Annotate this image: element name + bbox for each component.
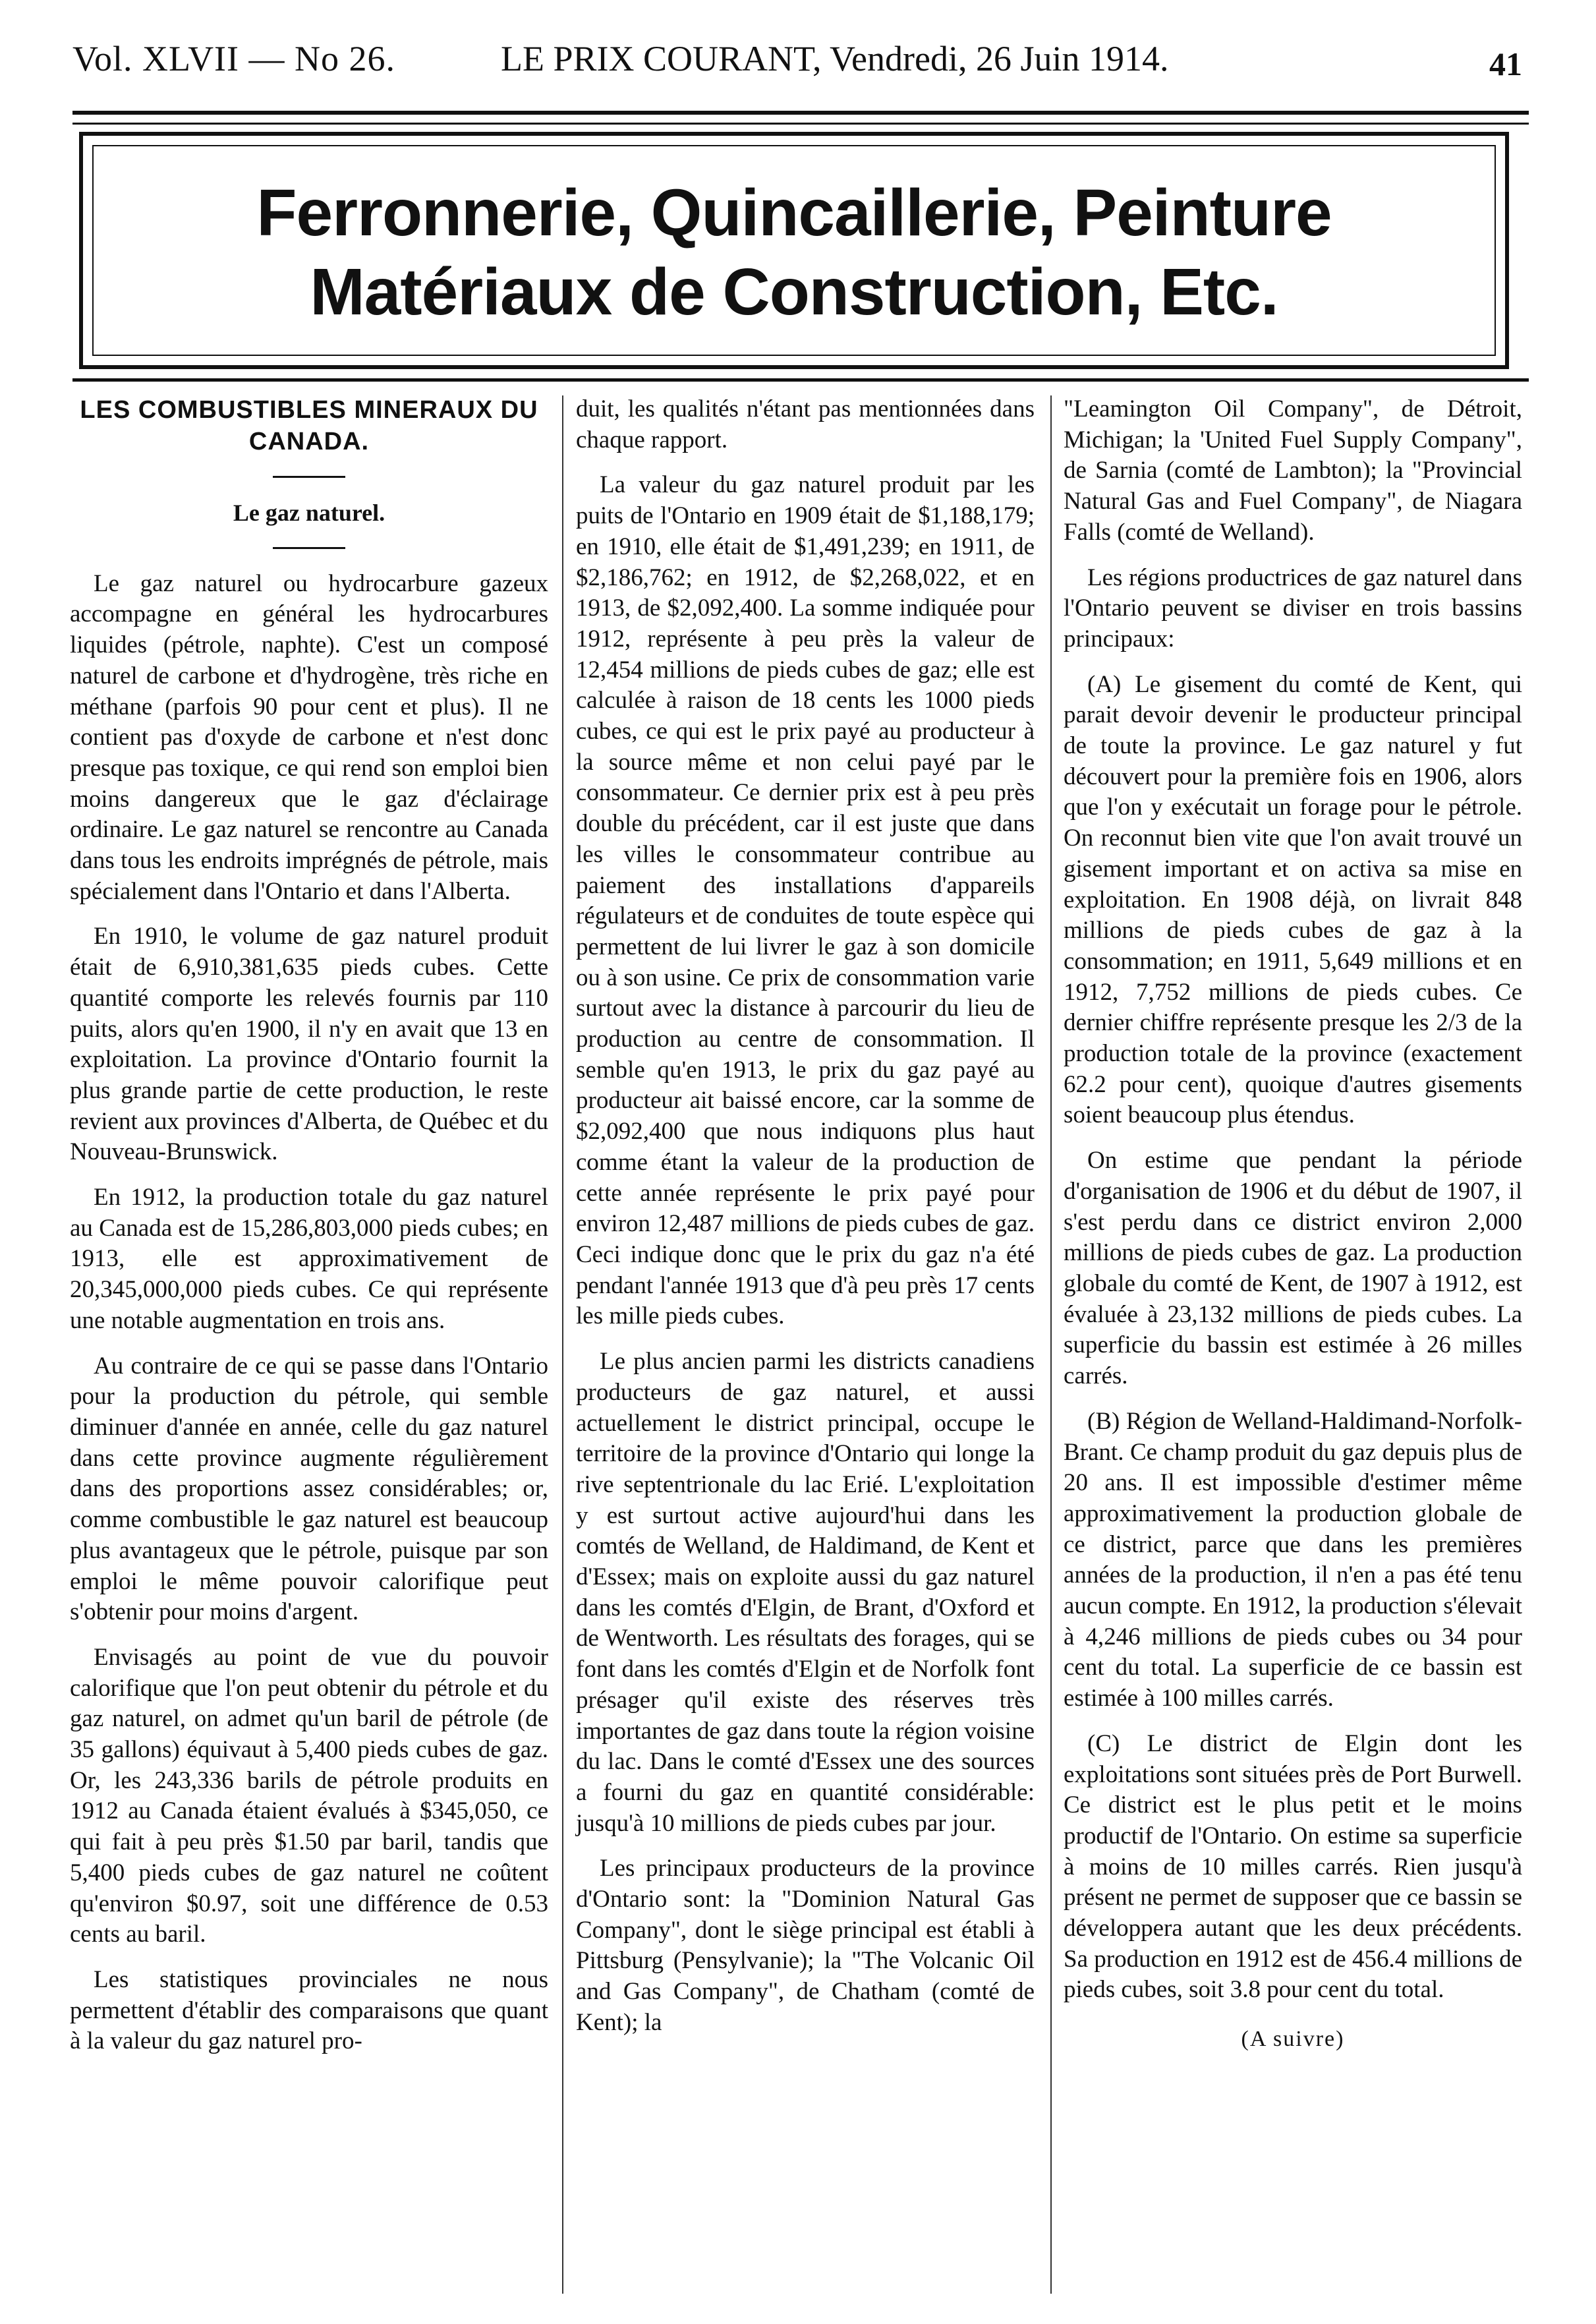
- heading-rule: [273, 476, 345, 478]
- paragraph: Les principaux producteurs de la province d'Ontario sont: la "Dominion Natural Gas Company", dont le siège principal est établi à Pittsburg (Pensylvanie); la "The Volcanic Oil and Gas Company", de Chatham (comté de Kent); la: [576, 1855, 1035, 2036]
- running-head: [72, 32, 1522, 98]
- paragraph: Au contraire de ce qui se passe dans l'Ontario pour la production du pétrole, qui semble diminuer d'année en année, celle du gaz naturel dans cette province augmente régulièrement dans des proportions assez considérables; or, comme combustible le gaz naturel est beaucoup plus avantageux que le pétrole, puisque par son emploi le même pouvoir calorifique peut s'obtenir pour moins d'argent.: [70, 1352, 548, 1626]
- paragraph: Les régions productrices de gaz naturel dans l'Ontario peuvent se diviser en trois bassins principaux:: [1064, 564, 1522, 653]
- paragraph: La valeur du gaz naturel produit par les puits de l'Ontario en 1909 était de $1,188,179; en 1910, elle était de $1,491,239; en 1911, de $2,186,762; en 1912, de $2,268,022, et en 1913, de $2,092,400. La somme indiquée pour 1912, représente à peu près la valeur de 12,454 millions de pieds cubes de gaz; elle est calculée à raison de 18 cents les 1000 pieds cubes, ce qui est le prix payé au producteur à la source même et non celui payé par le consommateur. Ce dernier prix est à peu près double du précédent, car il est juste que dans les villes le consommateur contribue au paiement des installations d'appareils régulateurs et de conduites de toute espèce qui permettent de lui livrer le gaz à son domicile ou à son usine. Ce prix de consommation varie surtout avec la distance à parcourir du lieu de production au centre de consommation. Il semble qu'en 1913, le prix du gaz payé au producteur ait baissé encore, car la somme de $2,092,400 que nous indiquons plus haut comme étant la valeur de la production de cette année représente le prix payé pour environ 12,487 millions de pieds cubes de gaz. Ceci indique donc que le prix du gaz n'a été pendant l'année 1913 que d'à peu près 17 cents les mille pieds cubes.: [576, 471, 1035, 1330]
- paragraph: duit, les qualités n'étant pas mentionnées dans chaque rapport.: [576, 395, 1035, 453]
- paragraph: (A) Le gisement du comté de Kent, qui parait devoir devenir le producteur principal de toute la province. Le gaz naturel y fut découvert pour la première fois en 1906, alors que l'on y exécutait un forage pour le pétrole. On reconnut bien vite que l'on avait trouvé un gisement important et on activa sa mise en exploitation. En 1908 déjà, on livrait 848 millions de pieds cubes de gaz à la consommation; en 1911, 5,649 millions et en 1912, 7,752 millions de pieds cubes. Ce dernier chiffre représente presque les 2/3 de la production totale de la province (exactement 62.2 pour cent), quoique d'autres gisements soient beaucoup plus étendus.: [1064, 670, 1522, 1129]
- paragraph: Envisagés au point de vue du pouvoir calorifique que l'on peut obtenir du pétrole et du gaz naturel, on admet qu'un baril de pétrole (de 35 gallons) équivaut à 5,400 pieds cubes de gaz. Or, les 243,336 barils de pétrole produits en 1912 au Canada étaient évalués à $345,050, ce qui fait à peu près $1.50 par baril, tandis que 5,400 pieds cubes de gaz naturel ne coûtent qu'environ $0.97, soit une différence de 0.53 cents au baril.: [70, 1643, 548, 1948]
- header-rule: [72, 111, 1529, 115]
- subheading-rule: [273, 547, 345, 549]
- paragraph: Le plus ancien parmi les districts canadiens producteurs de gaz naturel, et aussi actuellement le district principal, occupe le territoire de la province d'Ontario qui longe la rive septentrionale du lac Erié. L'exploitation y est surtout active aujourd'hui dans les comtés de Welland, de Haldimand, de Kent et d'Essex; mais on exploite aussi du gaz naturel dans les comtés d'Elgin, de Brant, d'Oxford et de Wentworth. Les résultats des forages, qui se font dans les comtés d'Elgin et de Norfolk font présager qu'il existe des réserves très importantes de gaz dans toute la région voisine du lac. Dans le comté d'Essex une des sources a fourni du gaz en quantité considérable: jusqu'à 10 millions de pieds cubes par jour.: [576, 1348, 1035, 1837]
- column-3: [1064, 394, 1522, 2055]
- paragraph: On estime que pendant la période d'organisation de 1906 et du début de 1907, il s'est perdu dans ce district environ 2,000 millions de pieds cubes de gaz. La production globale du comté de Kent, de 1907 à 1912, est évaluée à 23,132 millions de pieds cubes. La superficie du bassin est estimée à 26 milles carrés.: [1064, 1147, 1522, 1390]
- article-heading: LES COMBUSTIBLES MINERAUX DU CANADA.: [80, 396, 538, 455]
- paragraph: Le gaz naturel ou hydrocarbure gazeux accompagne en général les hydrocarbures liquides (pétrole, naphte). C'est un composé naturel de carbone et d'hydrogène, très riche en méthane (parfois 90 pour cent et plus). Il ne contient pas d'oxyde de carbone et n'est donc presque pas toxique, ce qui rend son emploi bien moins dangereux que le gaz d'éclairage ordinaire. Le gaz naturel se rencontre au Canada dans tous les endroits imprégnés de pétrole, mais spécialement dans l'Ontario et dans l'Alberta.: [70, 569, 548, 905]
- paragraph: En 1910, le volume de gaz naturel produit était de 6,910,381,635 pieds cubes. Cette quantité comporte les relevés fournis par 110 puits, alors qu'en 1900, il n'y en avait que 13 en exploitation. La province d'Ontario fournit la plus grande partie de cette production, le reste revient aux provinces d'Alberta, de Québec et du Nouveau-Brunswick.: [70, 923, 548, 1166]
- paragraph: Les statistiques provinciales ne nous permettent d'établir des comparaisons que quant à la valeur du gaz naturel pro-: [70, 1965, 548, 2055]
- column-1: [70, 394, 548, 2072]
- paragraph: (B) Région de Welland-Haldimand-Norfolk-Brant. Ce champ produit du gaz depuis plus de 20 ans. Il est impossible d'estimer même approximativement la production globale de ce district, parce que dans les premières années de la production, il n'en a pas été tenu aucun compte. En 1912, la production s'élevait à 4,246 millions de pieds cubes ou 34 pour cent du total. La superficie de ce bassin est estimée à 100 milles carrés.: [1064, 1407, 1522, 1712]
- banner-title-line2: Matériaux de Construction, Etc.: [310, 255, 1278, 329]
- header-rule-thin: [72, 123, 1529, 125]
- issue-number: Vol. XLVII — No 26.: [72, 39, 396, 78]
- column-2: [576, 394, 1035, 2053]
- publication-title-date: LE PRIX COURANT, Vendredi, 26 Juin 1914.: [501, 39, 1169, 78]
- page-number: 41: [1489, 45, 1522, 82]
- paragraph: (C) Le district de Elgin dont les exploitations sont situées près de Port Burwell. Ce district est le plus petit et le moins productif de l'Ontario. On estime sa superficie à moins de 10 milles carrés. Rien jusqu'à présent ne permet de supposer que ce bassin se développera autant que les deux précédents. Sa production en 1912 est de 456.4 millions de pieds cubes, soit 3.8 pour cent du total.: [1064, 1729, 1522, 2004]
- paragraph: "Leamington Oil Company", de Détroit, Michigan; la 'United Fuel Supply Company", de Sarnia (comté de Lambton); la "Provincial Natural Gas and Fuel Company", de Niagara Falls (comté de Welland).: [1064, 395, 1522, 546]
- banner-rule: [72, 378, 1529, 382]
- paragraph: En 1912, la production totale du gaz naturel au Canada est de 15,286,803,000 pieds cubes; en 1913, elle est approximativement de 20,345,000,000 pieds cubes. Ce qui représente une notable augmentation en trois ans.: [70, 1184, 548, 1334]
- banner-title-line1: Ferronnerie, Quincaillerie, Peinture: [256, 176, 1332, 250]
- continued-note: (A suivre): [1241, 2027, 1345, 2052]
- article-subheading: Le gaz naturel.: [233, 500, 385, 526]
- column-divider: [562, 395, 563, 2294]
- section-banner: [79, 132, 1509, 369]
- column-divider: [1050, 395, 1052, 2294]
